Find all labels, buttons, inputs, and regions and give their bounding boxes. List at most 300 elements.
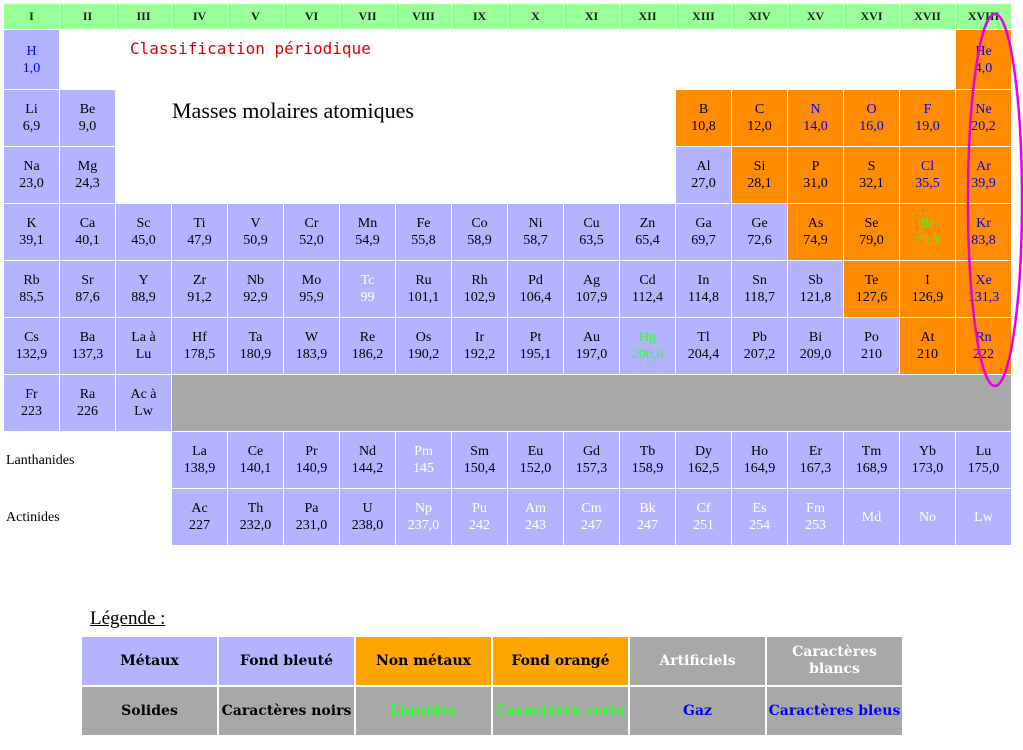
element-mass: 45,0 bbox=[131, 233, 156, 248]
element-symbol: Ag bbox=[582, 273, 601, 288]
element-cell-N bbox=[788, 90, 844, 147]
element-cell-Ne bbox=[956, 90, 1012, 147]
element-mass: 58,7 bbox=[523, 233, 548, 248]
element-cell-Cm bbox=[564, 489, 620, 546]
element-mass: 23,0 bbox=[19, 176, 44, 191]
element-cell-Pm bbox=[396, 432, 452, 489]
element-symbol: Bi bbox=[808, 330, 823, 345]
element-symbol: Yb bbox=[918, 444, 937, 459]
element-symbol: Np bbox=[414, 501, 433, 516]
element-symbol: Pr bbox=[305, 444, 318, 459]
element-cell-Ba bbox=[60, 318, 116, 375]
element-mass: 92,9 bbox=[243, 290, 268, 305]
element-symbol: Sc bbox=[136, 216, 151, 231]
element-mass: 69,7 bbox=[691, 233, 716, 248]
element-symbol: Cm bbox=[581, 501, 602, 516]
element-cell-Hf bbox=[172, 318, 228, 375]
element-cell-Te bbox=[844, 261, 900, 318]
element-cell-Mn bbox=[340, 204, 396, 261]
element-symbol: Tc bbox=[360, 273, 375, 288]
period-1-row bbox=[4, 30, 1012, 90]
lanthanides-row bbox=[4, 432, 1012, 489]
element-cell-Ra bbox=[60, 375, 116, 432]
element-symbol: Th bbox=[247, 501, 264, 516]
element-cell-Cl bbox=[900, 147, 956, 204]
element-symbol: Fm bbox=[806, 501, 825, 516]
element-symbol: B bbox=[698, 102, 709, 117]
element-symbol: Xe bbox=[975, 273, 992, 288]
element-cell-Zn bbox=[620, 204, 676, 261]
element-symbol: Be bbox=[79, 102, 96, 117]
element-cell-U bbox=[340, 489, 396, 546]
element-symbol: No bbox=[918, 509, 937, 525]
element-mass: Lw bbox=[134, 404, 153, 419]
element-mass: 242 bbox=[469, 518, 490, 533]
element-mass: 204,4 bbox=[687, 347, 720, 362]
element-mass: 173,0 bbox=[911, 461, 944, 476]
element-symbol: Ba bbox=[79, 330, 96, 345]
element-symbol: Si bbox=[753, 159, 766, 174]
element-mass: 223 bbox=[21, 404, 42, 419]
legend-liquides: Liquides bbox=[355, 686, 492, 736]
period-3-row bbox=[4, 147, 1012, 204]
group-header: I bbox=[4, 4, 60, 30]
element-symbol: Sn bbox=[752, 273, 767, 288]
element-cell-Md bbox=[844, 489, 900, 546]
element-mass: 95,9 bbox=[299, 290, 324, 305]
element-symbol: Lu bbox=[975, 444, 992, 459]
element-mass: 137,3 bbox=[71, 347, 104, 362]
element-mass: 10,8 bbox=[691, 119, 716, 134]
group-header: VII bbox=[340, 4, 396, 30]
element-cell-Ce bbox=[228, 432, 284, 489]
element-mass: 40,1 bbox=[75, 233, 100, 248]
element-symbol: In bbox=[697, 273, 710, 288]
element-symbol: C bbox=[754, 102, 765, 117]
element-cell-Pt bbox=[508, 318, 564, 375]
element-symbol: Hg bbox=[638, 330, 657, 345]
empty-banner bbox=[116, 147, 676, 204]
element-symbol: Fr bbox=[25, 387, 38, 402]
element-cell-Ac-to-Lw bbox=[116, 375, 172, 432]
element-cell-Ar bbox=[956, 147, 1012, 204]
group-header: X bbox=[508, 4, 564, 30]
element-symbol: Pb bbox=[752, 330, 767, 345]
element-mass: 79,0 bbox=[859, 233, 884, 248]
element-mass: 190,2 bbox=[407, 347, 440, 362]
element-cell-Ir bbox=[452, 318, 508, 375]
element-symbol: V bbox=[250, 216, 261, 231]
element-mass: 58,9 bbox=[467, 233, 492, 248]
element-mass: 52,0 bbox=[299, 233, 324, 248]
element-mass: 83,8 bbox=[971, 233, 996, 248]
element-mass: 209,0 bbox=[799, 347, 832, 362]
element-symbol: Os bbox=[415, 330, 432, 345]
legend-row bbox=[81, 686, 903, 736]
element-mass: 47,9 bbox=[187, 233, 212, 248]
period-6-row bbox=[4, 318, 1012, 375]
element-mass: 72,6 bbox=[747, 233, 772, 248]
element-mass: 238,0 bbox=[351, 518, 384, 533]
element-symbol: Na bbox=[23, 159, 40, 174]
element-symbol: Lw bbox=[974, 509, 993, 525]
element-symbol: W bbox=[304, 330, 319, 345]
element-cell-Fr bbox=[4, 375, 60, 432]
element-cell-Ge bbox=[732, 204, 788, 261]
element-symbol: Mo bbox=[301, 273, 322, 288]
element-mass: 254 bbox=[749, 518, 770, 533]
element-cell-Pr bbox=[284, 432, 340, 489]
element-mass: 226 bbox=[77, 404, 98, 419]
element-cell-Ni bbox=[508, 204, 564, 261]
element-mass: 74,9 bbox=[803, 233, 828, 248]
period-4-row bbox=[4, 204, 1012, 261]
element-cell-F bbox=[900, 90, 956, 147]
element-symbol: Gd bbox=[582, 444, 601, 459]
element-cell-Ta bbox=[228, 318, 284, 375]
element-mass: 88,9 bbox=[131, 290, 156, 305]
element-cell-Pd bbox=[508, 261, 564, 318]
element-symbol: As bbox=[807, 216, 824, 231]
element-cell-Mg bbox=[60, 147, 116, 204]
element-symbol: La à bbox=[131, 330, 156, 345]
element-cell-Po bbox=[844, 318, 900, 375]
element-symbol: Tb bbox=[639, 444, 656, 459]
element-cell-Th bbox=[228, 489, 284, 546]
element-symbol: Es bbox=[752, 501, 767, 516]
element-cell-Fe bbox=[396, 204, 452, 261]
element-cell-Cf bbox=[676, 489, 732, 546]
element-symbol: Al bbox=[696, 159, 711, 174]
element-mass: 1,0 bbox=[22, 60, 41, 76]
element-symbol: Re bbox=[359, 330, 376, 345]
element-symbol: Ta bbox=[248, 330, 263, 345]
element-mass: 127,6 bbox=[855, 290, 888, 305]
element-mass: 247 bbox=[637, 518, 658, 533]
element-cell-P bbox=[788, 147, 844, 204]
element-symbol: Bk bbox=[639, 501, 656, 516]
element-mass: 180,9 bbox=[239, 347, 272, 362]
element-cell-W bbox=[284, 318, 340, 375]
element-mass: 231,0 bbox=[295, 518, 328, 533]
element-mass: 63,5 bbox=[579, 233, 604, 248]
element-symbol: Sr bbox=[81, 273, 94, 288]
element-symbol: Pa bbox=[304, 501, 319, 516]
element-symbol: Tm bbox=[861, 444, 882, 459]
element-mass: 106,4 bbox=[519, 290, 552, 305]
element-mass: 4,0 bbox=[974, 60, 993, 76]
element-mass: 227 bbox=[189, 518, 210, 533]
element-symbol: Ac à bbox=[130, 387, 157, 402]
element-cell-K bbox=[4, 204, 60, 261]
element-symbol: Ni bbox=[528, 216, 543, 231]
element-cell-Dy bbox=[676, 432, 732, 489]
element-symbol: Co bbox=[471, 216, 488, 231]
element-cell-Yb bbox=[900, 432, 956, 489]
element-symbol: Cu bbox=[583, 216, 600, 231]
element-symbol: Ra bbox=[79, 387, 96, 402]
element-mass: 65,4 bbox=[635, 233, 660, 248]
legend-caracteres-blancs: Caractères blancs bbox=[766, 636, 903, 686]
element-symbol: U bbox=[362, 501, 373, 516]
element-symbol: Tl bbox=[697, 330, 710, 345]
period-5-row bbox=[4, 261, 1012, 318]
element-cell-O bbox=[844, 90, 900, 147]
element-cell-Cu bbox=[564, 204, 620, 261]
element-cell-Ac bbox=[172, 489, 228, 546]
element-symbol: Rh bbox=[471, 273, 488, 288]
element-cell-Hg bbox=[620, 318, 676, 375]
element-mass: 126,9 bbox=[911, 290, 944, 305]
element-mass: 112,4 bbox=[632, 290, 663, 305]
element-cell-He bbox=[956, 30, 1012, 90]
element-mass: 251 bbox=[693, 518, 714, 533]
element-cell-Kr bbox=[956, 204, 1012, 261]
element-mass: 200,6 bbox=[631, 347, 664, 362]
element-mass: 168,9 bbox=[855, 461, 888, 476]
legend-non-metaux: Non métaux bbox=[355, 636, 492, 686]
element-mass: 131,3 bbox=[967, 290, 1000, 305]
element-symbol: F bbox=[923, 102, 932, 117]
element-symbol: O bbox=[866, 102, 877, 117]
element-mass: 237,0 bbox=[407, 518, 440, 533]
element-cell-Gd bbox=[564, 432, 620, 489]
element-cell-Lu bbox=[956, 432, 1012, 489]
element-mass: 6,9 bbox=[22, 119, 41, 134]
element-cell-Rh bbox=[452, 261, 508, 318]
element-cell-Rn bbox=[956, 318, 1012, 375]
element-mass: 32,1 bbox=[859, 176, 884, 191]
element-symbol: Fe bbox=[416, 216, 431, 231]
element-cell-Zr bbox=[172, 261, 228, 318]
element-cell-At bbox=[900, 318, 956, 375]
element-mass: 207,2 bbox=[743, 347, 776, 362]
group-header: VIII bbox=[396, 4, 452, 30]
element-mass: 39,9 bbox=[971, 176, 996, 191]
element-mass: 195,1 bbox=[519, 347, 552, 362]
group-header: III bbox=[116, 4, 172, 30]
empty-period-7 bbox=[172, 375, 1012, 432]
legend-caracteres-verts: Caractères verts bbox=[492, 686, 629, 736]
group-header: V bbox=[228, 4, 284, 30]
element-cell-Xe bbox=[956, 261, 1012, 318]
element-cell-I bbox=[900, 261, 956, 318]
subtitle-banner bbox=[116, 90, 676, 147]
element-cell-Be bbox=[60, 90, 116, 147]
element-symbol: H bbox=[26, 43, 37, 59]
page-subtitle: Masses molaires atomiques bbox=[172, 97, 414, 123]
group-header: XI bbox=[564, 4, 620, 30]
element-cell-C bbox=[732, 90, 788, 147]
element-cell-Si bbox=[732, 147, 788, 204]
element-mass: 35,5 bbox=[915, 176, 940, 191]
element-cell-H bbox=[4, 30, 60, 90]
element-mass: 197,0 bbox=[575, 347, 608, 362]
element-mass: 150,4 bbox=[463, 461, 496, 476]
element-cell-S bbox=[844, 147, 900, 204]
element-symbol: Pd bbox=[528, 273, 543, 288]
element-mass: 54,9 bbox=[355, 233, 380, 248]
element-mass: 175,0 bbox=[967, 461, 1000, 476]
element-symbol: Ca bbox=[79, 216, 96, 231]
element-mass: 186,2 bbox=[351, 347, 384, 362]
element-mass: 121,8 bbox=[799, 290, 832, 305]
element-symbol: Cf bbox=[696, 501, 711, 516]
element-mass: 107,9 bbox=[575, 290, 608, 305]
element-symbol: Ne bbox=[975, 102, 992, 117]
legend-title: Légende : bbox=[90, 608, 166, 629]
page-title: Classification périodique bbox=[130, 39, 371, 58]
element-symbol: P bbox=[811, 159, 820, 174]
element-cell-La bbox=[172, 432, 228, 489]
group-header: IV bbox=[172, 4, 228, 30]
element-cell-Au bbox=[564, 318, 620, 375]
element-cell-Co bbox=[452, 204, 508, 261]
element-mass: 158,9 bbox=[631, 461, 664, 476]
element-symbol: I bbox=[925, 273, 930, 288]
element-mass: 12,0 bbox=[747, 119, 772, 134]
element-mass: 101,1 bbox=[407, 290, 440, 305]
element-cell-Pu bbox=[452, 489, 508, 546]
period-2-row bbox=[4, 90, 1012, 147]
period-7-row bbox=[4, 375, 1012, 432]
element-cell-Tl bbox=[676, 318, 732, 375]
element-symbol: Cd bbox=[639, 273, 656, 288]
element-cell-Tb bbox=[620, 432, 676, 489]
element-symbol: Dy bbox=[694, 444, 713, 459]
element-mass: 102,9 bbox=[463, 290, 496, 305]
element-mass: 31,0 bbox=[803, 176, 828, 191]
element-symbol: Er bbox=[808, 444, 823, 459]
element-mass: 183,9 bbox=[295, 347, 328, 362]
element-cell-B bbox=[676, 90, 732, 147]
group-header: II bbox=[60, 4, 116, 30]
element-mass: 157,3 bbox=[575, 461, 608, 476]
element-symbol: Rn bbox=[975, 330, 992, 345]
element-cell-Ti bbox=[172, 204, 228, 261]
element-symbol: S bbox=[867, 159, 876, 174]
group-header: XII bbox=[620, 4, 676, 30]
element-cell-Ga bbox=[676, 204, 732, 261]
legend-artificiels: Artificiels bbox=[629, 636, 766, 686]
element-symbol: Sm bbox=[470, 444, 489, 459]
element-mass: 140,1 bbox=[239, 461, 272, 476]
legend-solides: Solides bbox=[81, 686, 218, 736]
element-symbol: Ar bbox=[976, 159, 991, 174]
element-cell-As bbox=[788, 204, 844, 261]
element-symbol: Mg bbox=[77, 159, 98, 174]
element-mass: 28,1 bbox=[747, 176, 772, 191]
element-mass: 99 bbox=[360, 290, 375, 305]
element-mass: 39,1 bbox=[19, 233, 44, 248]
element-cell-Cs bbox=[4, 318, 60, 375]
element-cell-No bbox=[900, 489, 956, 546]
element-mass: 19,0 bbox=[915, 119, 940, 134]
element-symbol: Eu bbox=[527, 444, 544, 459]
element-mass: 232,0 bbox=[239, 518, 272, 533]
element-mass: Lu bbox=[135, 347, 152, 362]
element-mass: 114,8 bbox=[688, 290, 719, 305]
element-cell-Sn bbox=[732, 261, 788, 318]
element-cell-Ca bbox=[60, 204, 116, 261]
element-mass: 27,0 bbox=[691, 176, 716, 191]
element-symbol: Sb bbox=[808, 273, 823, 288]
element-cell-In bbox=[676, 261, 732, 318]
element-mass: 24,3 bbox=[75, 176, 100, 191]
element-symbol: Se bbox=[864, 216, 879, 231]
element-cell-Na bbox=[4, 147, 60, 204]
element-mass: 210 bbox=[861, 347, 882, 362]
element-mass: 20,2 bbox=[971, 119, 996, 134]
element-mass: 132,9 bbox=[15, 347, 48, 362]
element-cell-Nb bbox=[228, 261, 284, 318]
group-header: XVIII bbox=[956, 4, 1012, 30]
periodic-table bbox=[3, 3, 1012, 546]
element-mass: 167,3 bbox=[799, 461, 832, 476]
element-symbol: Ti bbox=[193, 216, 206, 231]
group-header: XVII bbox=[900, 4, 956, 30]
element-symbol: La bbox=[192, 444, 207, 459]
element-symbol: Cs bbox=[24, 330, 39, 345]
element-symbol: Li bbox=[25, 102, 38, 117]
element-mass: 162,5 bbox=[687, 461, 720, 476]
element-cell-Sc bbox=[116, 204, 172, 261]
element-mass: 9,0 bbox=[78, 119, 97, 134]
element-symbol: Ir bbox=[474, 330, 485, 345]
element-cell-Sm bbox=[452, 432, 508, 489]
element-symbol: Ho bbox=[750, 444, 769, 459]
element-symbol: Hf bbox=[192, 330, 207, 345]
element-cell-Eu bbox=[508, 432, 564, 489]
element-cell-Li bbox=[4, 90, 60, 147]
element-symbol: Ru bbox=[415, 273, 432, 288]
element-symbol: Zr bbox=[192, 273, 207, 288]
element-mass: 192,2 bbox=[463, 347, 496, 362]
legend-fond-bleute: Fond bleuté bbox=[218, 636, 355, 686]
element-cell-Pa bbox=[284, 489, 340, 546]
element-cell-Al bbox=[676, 147, 732, 204]
group-header: XIII bbox=[676, 4, 732, 30]
element-symbol: Br bbox=[920, 216, 935, 231]
element-cell-Rb bbox=[4, 261, 60, 318]
element-symbol: Am bbox=[525, 501, 546, 516]
element-cell-Br bbox=[900, 204, 956, 261]
element-cell-Y bbox=[116, 261, 172, 318]
element-symbol: Nb bbox=[246, 273, 265, 288]
element-symbol: Kr bbox=[976, 216, 991, 231]
element-cell-Os bbox=[396, 318, 452, 375]
element-symbol: Po bbox=[864, 330, 879, 345]
element-symbol: Y bbox=[138, 273, 149, 288]
element-symbol: Pm bbox=[414, 444, 433, 459]
legend-fond-orange: Fond orangé bbox=[492, 636, 629, 686]
element-symbol: K bbox=[26, 216, 37, 231]
group-header: IX bbox=[452, 4, 508, 30]
element-symbol: Cl bbox=[920, 159, 935, 174]
element-cell-Bk bbox=[620, 489, 676, 546]
element-symbol: Ge bbox=[751, 216, 768, 231]
element-mass: 253 bbox=[805, 518, 826, 533]
element-mass: 243 bbox=[525, 518, 546, 533]
element-cell-Cr bbox=[284, 204, 340, 261]
element-mass: 14,0 bbox=[803, 119, 828, 134]
element-cell-Fm bbox=[788, 489, 844, 546]
element-symbol: Pt bbox=[529, 330, 542, 345]
legend-gaz: Gaz bbox=[629, 686, 766, 736]
element-cell-Ho bbox=[732, 432, 788, 489]
element-mass: 16,0 bbox=[859, 119, 884, 134]
element-cell-Tc bbox=[340, 261, 396, 318]
